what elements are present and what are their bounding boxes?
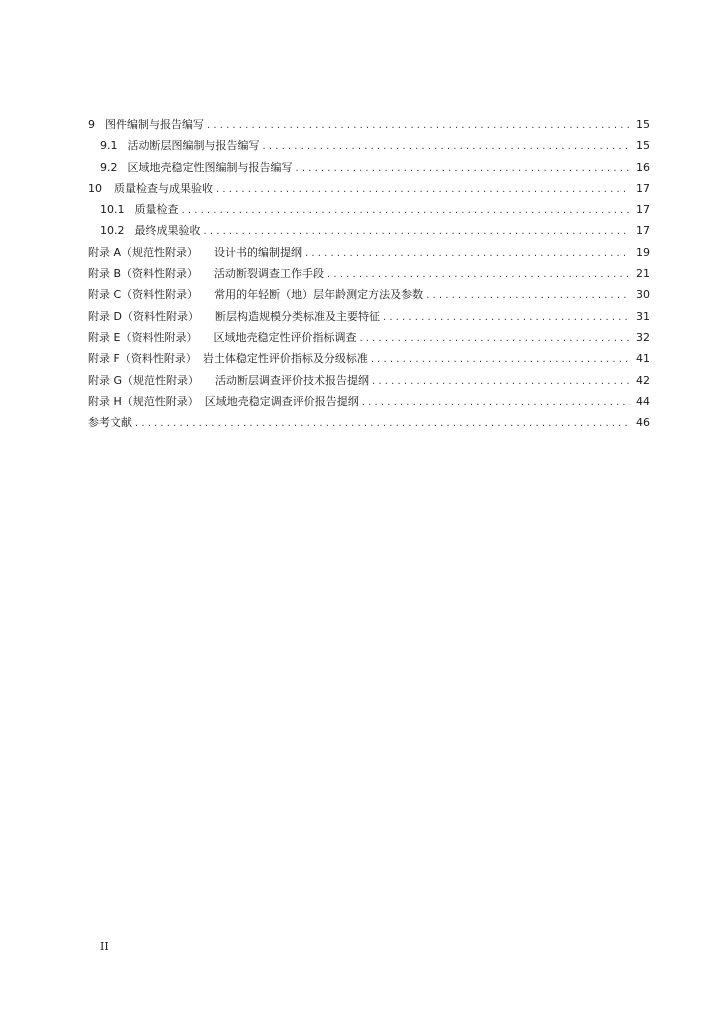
toc-entry-title: 设计书的编制提纲 [214, 245, 303, 259]
toc-entry-page: 44 [636, 394, 650, 408]
toc-entry-title: 区域地壳稳定性图编制与报告编写 [127, 160, 293, 174]
dot-leader [135, 418, 630, 429]
toc-entry[interactable] [88, 372, 650, 393]
toc-entry-number: 附录 H（规范性附录） [88, 394, 199, 408]
toc-entry-title: 常用的年轻断（地）层年龄测定方法及参数 [214, 288, 424, 302]
toc-entry-page: 46 [636, 416, 650, 430]
toc-entry-page: 17 [636, 181, 650, 195]
toc-entry-page: 17 [636, 203, 650, 217]
toc-entry[interactable] [88, 222, 650, 243]
toc-entry-number: 10 [88, 181, 102, 195]
toc-entry-number: 9 [88, 118, 95, 131]
toc-entry-title: 图件编制与报告编写 [105, 118, 204, 131]
toc-entry[interactable] [88, 159, 650, 180]
toc-entry-page: 31 [636, 309, 650, 323]
toc-entry-title: 活动断裂调查工作手段 [214, 267, 325, 281]
toc-entry-number: 附录 B（资料性附录） [88, 267, 199, 281]
toc-entry-page: 30 [636, 288, 650, 302]
toc-entry-title: 质量检查与成果验收 [114, 181, 213, 195]
toc-entry[interactable] [88, 265, 650, 286]
toc-entry[interactable] [88, 201, 650, 222]
toc-entry-title: 最终成果验收 [134, 224, 201, 238]
toc-entry-page: 16 [636, 160, 650, 174]
toc-entry-number: 附录 G（规范性附录） [88, 373, 200, 387]
toc-entry-title: 断层构造规模分类标准及主要特征 [214, 309, 380, 323]
toc-entry-number: 10.1 [100, 203, 125, 217]
toc-entry[interactable] [88, 308, 650, 329]
toc-entry[interactable] [88, 393, 650, 414]
toc-entry-page: 15 [636, 118, 650, 131]
dot-leader [362, 397, 630, 408]
toc-entry-page: 17 [636, 224, 650, 238]
toc-entry[interactable] [88, 414, 650, 435]
toc-entry-page: 21 [636, 267, 650, 281]
toc-entry[interactable] [88, 244, 650, 265]
toc-entry-page: 41 [636, 352, 650, 366]
toc-entry[interactable] [88, 350, 650, 371]
toc-entry-number: 附录 C（资料性附录） [88, 288, 199, 302]
dot-leader [263, 141, 631, 152]
toc-entry-number: 附录 A（规范性附录） [88, 245, 199, 259]
dot-leader [296, 163, 631, 174]
toc-entry-number: 10.2 [100, 224, 125, 238]
page-number-footer: II [100, 940, 109, 953]
toc-entry[interactable] [88, 286, 650, 307]
toc-entry-title: 区域地壳稳定调查评价报告提纲 [204, 394, 359, 408]
toc-entry[interactable] [88, 116, 650, 137]
toc-entry-number: 9.1 [100, 139, 118, 153]
dot-leader [182, 205, 631, 216]
dot-leader [371, 354, 630, 365]
toc-entry[interactable] [88, 137, 650, 158]
dot-leader [359, 333, 630, 344]
toc-entry-title: 区域地壳稳定性评价指标调查 [213, 330, 357, 344]
dot-leader [426, 290, 630, 301]
toc-entry-number: 附录 F（资料性附录） [88, 352, 197, 366]
dot-leader [207, 120, 630, 131]
dot-leader [204, 226, 631, 237]
toc-entry-title: 岩土体稳定性评价指标及分级标准 [202, 352, 368, 366]
toc-entry-title: 活动断层图编制与报告编写 [127, 139, 260, 153]
toc-entry-title: 参考文献 [88, 416, 132, 430]
toc-entry-title: 活动断层调查评价技术报告提纲 [215, 373, 370, 387]
table-of-contents [88, 116, 650, 435]
dot-leader [383, 312, 630, 323]
toc-entry-page: 32 [636, 330, 650, 344]
toc-entry-page: 15 [636, 139, 650, 153]
toc-entry-number: 附录 D（资料性附录） [88, 309, 199, 323]
toc-entry-page: 19 [636, 245, 650, 259]
dot-leader [305, 248, 630, 259]
dot-leader [216, 184, 630, 195]
toc-entry-page: 42 [636, 373, 650, 387]
dot-leader [372, 376, 630, 387]
toc-entry-title: 质量检查 [134, 203, 179, 217]
toc-entry[interactable] [88, 180, 650, 201]
toc-entry-number: 9.2 [100, 160, 118, 174]
dot-leader [327, 269, 630, 280]
toc-entry-number: 附录 E（资料性附录） [88, 330, 198, 344]
toc-entry[interactable] [88, 329, 650, 350]
